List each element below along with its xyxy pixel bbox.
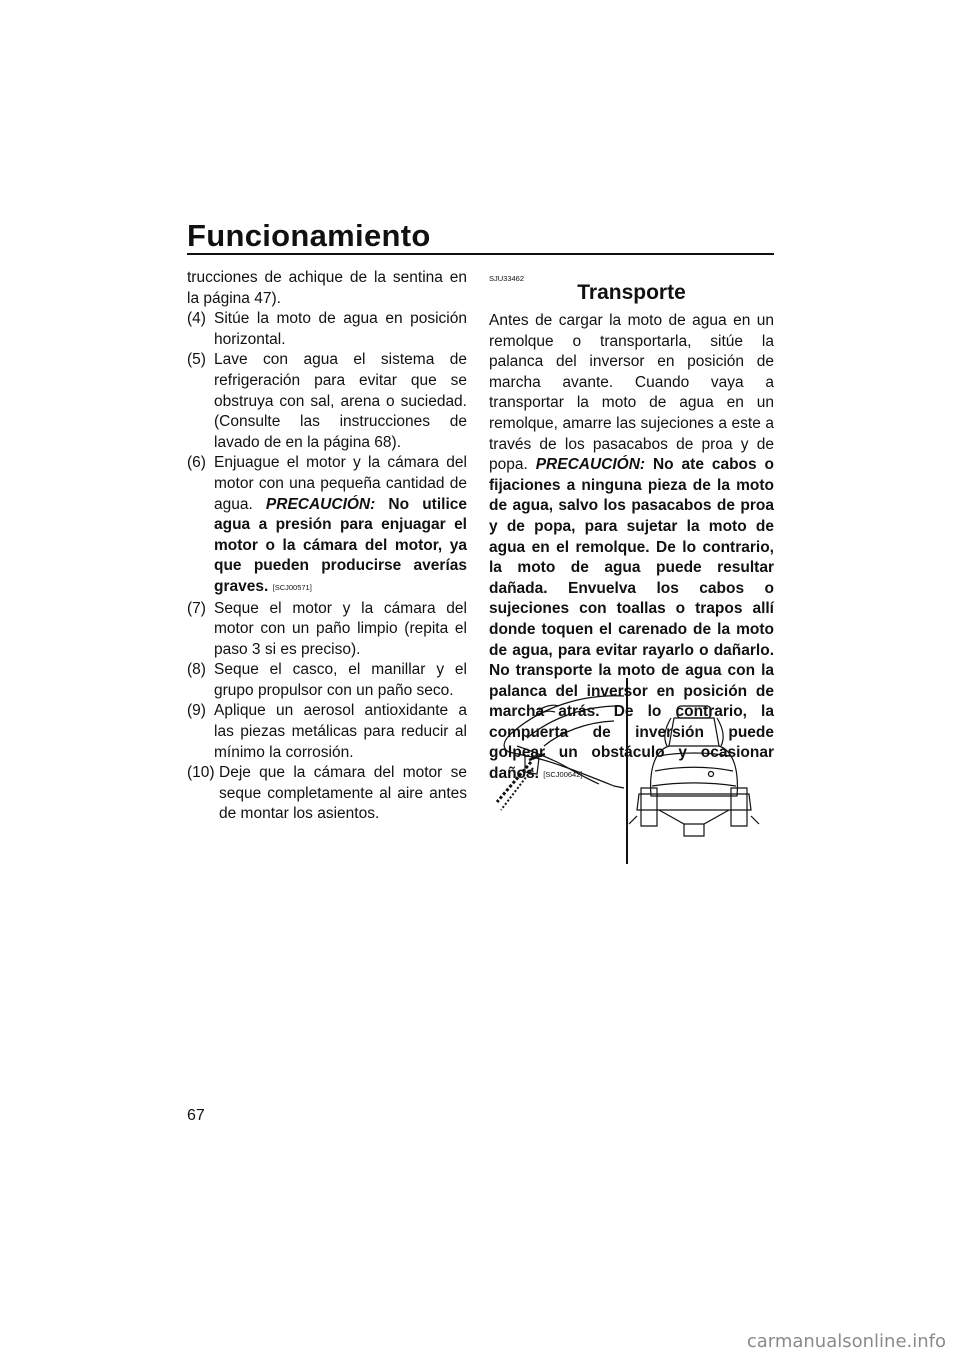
caution-code: [SCJ00571]	[272, 582, 312, 592]
page-number: 67	[187, 1107, 205, 1124]
caution-label: PRECAUCIÓN:	[535, 456, 646, 474]
step-number: (7)	[187, 599, 206, 617]
step-number: (5)	[187, 351, 206, 369]
intro-paragraph: trucciones de achique de la sentina en la página 47).	[187, 269, 467, 307]
watermark: carmanualsonline.info	[746, 1331, 946, 1352]
step-text: Seque el motor y la cámara del motor con un paño limpio (repita el paso 3 si es preciso).	[214, 599, 467, 658]
step-item	[187, 309, 467, 350]
caution-text: No ate cabos o fijaciones a ninguna pieza de la moto de agua, salvo los pasacabos de proa y de popa, para sujetar la moto de agua en el remolque. De lo contrario, la moto de agua puede resultar dañada. Envuelva los cabos o sujeciones con toallas o trapos allí donde toquen el carenado de la moto de agua, para evitar rayarlo o dañarlo. No transporte la moto de agua con la palanca del inversor en posición de marcha atrás. De lo contrario, la compuerta de inversión puede golpear un obstáculo y ocasionar daños.	[489, 456, 775, 783]
step-number: (9)	[187, 702, 206, 720]
section-code: SJU33462	[489, 274, 525, 283]
step-text: Aplique un aerosol antioxidante a las piezas metálicas para reducir al mínimo la corrosión.	[214, 702, 467, 761]
step-number: (6)	[187, 454, 206, 472]
step-number: (8)	[187, 661, 206, 679]
left-column	[187, 268, 467, 825]
caution-label: PRECAUCIÓN:	[265, 495, 376, 513]
caution-code: [SCJ00642]	[543, 770, 583, 780]
step-number: (10)	[187, 764, 215, 782]
step-text: Sitúe la moto de agua en posición horizontal.	[214, 310, 467, 348]
step-text: Deje que la cámara del motor se seque completamente al aire antes de montar los asientos.	[219, 764, 467, 823]
step-text: Enjuague el motor y la cámara del motor con una pequeña cantidad de agua.	[214, 454, 467, 513]
step-item	[187, 763, 467, 825]
page-title: Funcionamiento	[187, 218, 431, 253]
caution-text: No utilice agua a presión para enjuagar el motor o la cámara del motor, ya que pueden producirse averías graves.	[214, 495, 467, 595]
section-body: Antes de cargar la moto de agua en un remolque o transportarla, sitúe la palanca del inversor en posición de marcha avante. Cuando vaya a transportar la moto de agua en un remolque, amarre las sujeciones a este a través de los pasacabos de proa y de popa.	[489, 312, 774, 474]
step-text: Seque el casco, el manillar y el grupo propulsor con un paño seco.	[214, 661, 467, 699]
step-item	[187, 453, 467, 598]
step-item	[187, 660, 467, 701]
transport-illustration	[489, 676, 774, 866]
step-item	[187, 599, 467, 661]
header-divider	[187, 253, 774, 255]
step-text: Lave con agua el sistema de refrigeración para evitar que se obstruya con sal, arena o suciedad. (Consulte las instrucciones de lavado de en la página 68).	[214, 351, 467, 451]
step-item	[187, 701, 467, 763]
step-item	[187, 350, 467, 453]
section-title: Transporte	[577, 281, 686, 304]
step-number: (4)	[187, 310, 206, 328]
